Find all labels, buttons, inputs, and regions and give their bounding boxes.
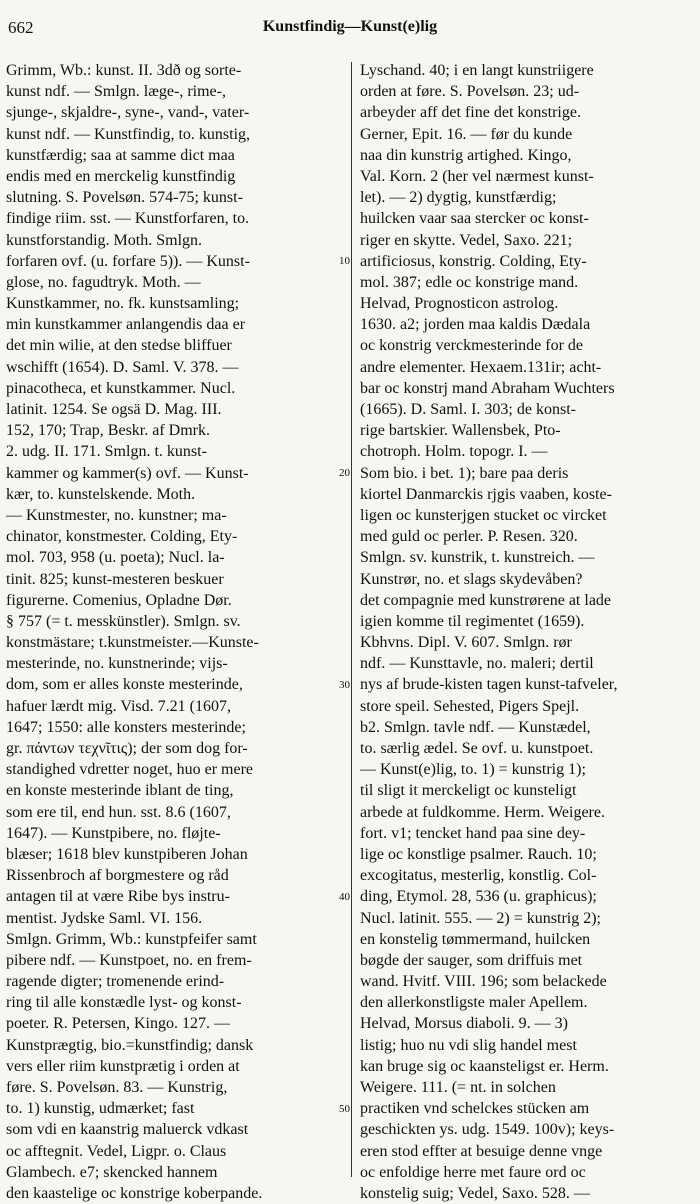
text-line: konstelig suig; Vedel, Saxo. 528. —: [360, 1184, 590, 1202]
text-line: Smlgn. sv. kunstrik, t. kunstreich. —: [360, 549, 595, 567]
text-line: Grimm, Wb.: kunst. II. 3dð og sorte-: [6, 62, 242, 79]
text-line: Rissenbroch af borgmestere og råd: [6, 867, 229, 885]
text-line: kær, to. kunstelskende. Moth.: [6, 485, 196, 503]
text-line: Kbhvns. Dipl. V. 607. Smlgn. rør: [360, 634, 572, 652]
text-line: Helvad, Prognosticon astrolog.: [360, 295, 559, 313]
text-line: slutning. S. Povelsøn. 574-75; kunst-: [6, 189, 243, 207]
text-line: — Kunst(e)lig, to. 1) = kunstrig 1);: [360, 761, 586, 779]
text-line: mol. 387; edle oc konstrige mand.: [360, 273, 579, 291]
text-line: min kunstkammer anlangendis daa er: [6, 316, 246, 334]
text-line: mentist. Jydske Saml. VI. 156.: [6, 909, 203, 927]
text-line: kunstforstandig. Moth. Smlgn.: [6, 231, 203, 249]
text-line: pinacotheca, et kunstkammer. Nucl.: [6, 379, 236, 397]
text-line: oc konstrig verckmesterinde for de: [360, 337, 584, 355]
text-line: § 757 (= t. messkünstler). Smlgn. sv.: [6, 612, 241, 630]
text-line: arbede at fuldkomme. Herm. Weigere.: [360, 803, 605, 821]
text-line: mol. 703, 958 (u. poeta); Nucl. la-: [6, 549, 225, 567]
text-line: til sligt it merckeligt oc kunsteligt: [360, 782, 577, 800]
text-line: ding, Etymol. 28, 536 (u. graphicus);: [360, 888, 597, 906]
text-line: føre. S. Povelsøn. 83. — Kunstrig,: [6, 1079, 228, 1096]
text-line: (1665). D. Saml. I. 303; de konst-: [360, 401, 576, 418]
text-line: konstmästare; t.kunstmeister.—Kunste-: [6, 634, 259, 652]
text-line: bar oc konstrj mand Abraham Wuchters: [360, 379, 615, 397]
text-line: Kunstprægtig, bio.=kunstfindig; dansk: [6, 1036, 254, 1054]
text-line: arbeyder aff det fine det konstrige.: [360, 104, 581, 122]
text-line: to. særlig ædel. Se ovf. u. kunstpoet.: [360, 740, 594, 757]
text-line: wschifft (1654). D. Saml. V. 378. —: [6, 358, 239, 376]
text-line: huilcken vaar saa stercker oc konst-: [360, 210, 589, 228]
text-line: — Kunstmester, no. kunstner; ma-: [6, 506, 227, 524]
margin-line-number: 30: [339, 678, 350, 691]
text-line: oc enfoldige herre met faure ord oc: [360, 1163, 586, 1181]
left-column: [6, 60, 344, 1204]
text-line: Weigere. 111. (= nt. in solchen: [360, 1079, 556, 1096]
text-line: antagen til at være Ribe bys instru-: [6, 888, 230, 906]
text-line: 1647; 1550: alle konsters mesterinde;: [6, 718, 246, 736]
text-line: rige bartskier. Wallensbek, Pto-: [360, 422, 561, 440]
text-line: to. 1) kunstig, udmærket; fast: [6, 1100, 195, 1118]
text-line: kan bruge sig oc kaansteligst er. Herm.: [360, 1057, 609, 1075]
text-line: endis med en merckelig kunstfindig: [6, 167, 236, 185]
page-header: [8, 8, 692, 42]
text-line: findige riim. sst. — Kunstforfaren, to.: [6, 210, 250, 228]
text-line: sjunge-, skjaldre-, syne-, vand-, vater-: [6, 104, 250, 122]
text-line: glose, no. fagudtryk. Moth. —: [6, 273, 201, 291]
text-line: lige oc konstlige psalmer. Rauch. 10;: [360, 845, 597, 863]
text-line: pibere ndf. — Kunstpoet, no. en frem-: [6, 951, 252, 969]
text-line: ragende digter; tromenende erind-: [6, 973, 225, 991]
text-line: kiortel Danmarckis rjgis vaaben, koste-: [360, 485, 612, 503]
text-line: Lyschand. 40; i en langt kunstriigere: [360, 62, 594, 79]
text-line: Smlgn. Grimm, Wb.: kunstpfeifer samt: [6, 930, 257, 948]
text-line: Nucl. latinit. 555. — 2) = kunstrig 2);: [360, 909, 601, 927]
text-line: kunst ndf. — Smlgn. læge-, rime-,: [6, 83, 226, 101]
text-line: det min wilie, at den stedse bliffuer: [6, 337, 232, 355]
text-line: Kunstkammer, no. fk. kunstsamling;: [6, 295, 240, 313]
text-line: som ere til, end hun. sst. 8.6 (1607,: [6, 803, 231, 821]
margin-line-number: 50: [339, 1102, 350, 1115]
text-line: Gerner, Epit. 16. — før du kunde: [360, 125, 573, 143]
text-line: med guld oc perler. P. Resen. 320.: [360, 528, 578, 546]
text-line: 1630. a2; jorden maa kaldis Dædala: [360, 316, 591, 334]
text-line: den kaastelige oc konstrige koberpande.: [6, 1184, 263, 1202]
text-line: kunst ndf. — Kunstfindig, to. kunstig,: [6, 125, 251, 143]
text-line: blæser; 1618 blev kunstpiberen Johan: [6, 845, 248, 863]
right-column: [360, 60, 698, 1204]
running-head: Kunstfindig—Kunst(e)lig: [262, 18, 438, 35]
text-line: en konstelig tømmermand, huilcken: [360, 930, 591, 948]
text-line: let). — 2) dygtig, kunstfærdig;: [360, 189, 557, 207]
text-line: den allerkonstligste maler Apellem.: [360, 994, 588, 1012]
text-line: nys af brude-kisten tagen kunst-tafveler,: [360, 676, 618, 694]
text-line: bøgde der sauger, som driffuis met: [360, 951, 583, 969]
text-line: en konste mesterinde iblant de ting,: [6, 782, 234, 800]
text-line: som vdi en kaanstrig maluerck vdkast: [6, 1121, 249, 1139]
text-line: b2. Smlgn. tavle ndf. — Kunstædel,: [360, 718, 591, 736]
margin-line-number: 40: [339, 890, 350, 903]
text-line: standighed vdretter noget, huo er mere: [6, 761, 254, 779]
text-line: Glambech. e7; skencked hannem: [6, 1163, 218, 1181]
text-line: chotroph. Holm. topogr. I. —: [360, 443, 548, 461]
text-line: wand. Hvitf. VIII. 196; som belackede: [360, 973, 607, 991]
text-line: figurerne. Comenius, Opladne Dør.: [6, 591, 232, 609]
text-line: practiken vnd schelckes stücken am: [360, 1100, 590, 1118]
text-line: artificiosus, konstrig. Colding, Ety-: [360, 252, 587, 270]
text-line: oc afftegnit. Vedel, Ligpr. o. Claus: [6, 1142, 227, 1160]
text-line: geschickten ys. udg. 1549. 100v); keys-: [360, 1121, 615, 1139]
column-divider: [351, 62, 352, 1177]
text-line: naa din kunstrig artighed. Kingo,: [360, 146, 572, 164]
text-line: kammer og kammer(s) ovf. — Kunst-: [6, 464, 249, 482]
text-line: andre elementer. Hexaem.131ir; acht-: [360, 358, 602, 376]
text-line: riger en skytte. Vedel, Saxo. 221;: [360, 231, 573, 249]
text-line: eren stod effter at besuige denne vnge: [360, 1142, 603, 1160]
text-line: igien komme til regimentet (1659).: [360, 612, 585, 630]
text-line: Val. Korn. 2 (her vel nærmest kunst-: [360, 167, 594, 185]
text-line: tinit. 825; kunst-mesteren beskuer: [6, 570, 224, 588]
margin-line-number: 10: [339, 254, 350, 267]
text-line: chinator, konstmester. Colding, Ety-: [6, 528, 238, 546]
text-line: store speil. Sehested, Pigers Spejl.: [360, 697, 580, 715]
text-line: ndf. — Kunsttavle, no. maleri; dertil: [360, 655, 594, 673]
text-line: Som bio. i bet. 1); bare paa deris: [360, 464, 569, 482]
text-line: Helvad, Morsus diaboli. 9. — 3): [360, 1015, 568, 1033]
text-line: forfaren ovf. (u. forfare 5)). — Kunst-: [6, 252, 250, 270]
text-line: det compagnie med kunstrørene at lade: [360, 591, 612, 609]
margin-line-number: 20: [339, 466, 350, 479]
text-line: kunstfærdig; saa at samme dict maa: [6, 146, 235, 164]
text-line: ring til alle konstædle lyst- og konst-: [6, 994, 242, 1012]
text-line: excogitatus, mesterlig, konstlig. Col-: [360, 867, 597, 885]
text-line: Kunstrør, no. et slags skydevåben?: [360, 570, 583, 588]
text-line: ligen oc kunsterjgen stucket oc vircket: [360, 506, 607, 524]
text-line: orden at føre. S. Povelsøn. 23; ud-: [360, 83, 580, 101]
text-line: poeter. R. Petersen, Kingo. 127. —: [6, 1015, 230, 1033]
text-line: 2. udg. II. 171. Smlgn. t. kunst-: [6, 443, 207, 461]
text-line: hafuer lærdt mig. Visd. 7.21 (1607,: [6, 697, 231, 715]
text-line: listig; huo nu vdi slig handel mest: [360, 1036, 577, 1054]
text-line: latinit. 1254. Se ogsä D. Mag. III.: [6, 401, 222, 418]
text-line: mesterinde, no. kunstnerinde; vijs-: [6, 655, 228, 673]
text-line: 152, 170; Trap, Beskr. af Dmrk.: [6, 422, 210, 440]
text-line: dom, som er alles konste mesterinde,: [6, 676, 243, 694]
text-line: vers eller riim kunstprætig i orden at: [6, 1057, 240, 1075]
text-line: 1647). — Kunstpibere, no. fløjte-: [6, 824, 221, 842]
page-number: 662: [8, 18, 34, 37]
text-line: gr. πάντων τεχνῖτις); der som dog for-: [6, 740, 248, 757]
text-line: fort. v1; tencket hand paa sine dey-: [360, 824, 586, 842]
